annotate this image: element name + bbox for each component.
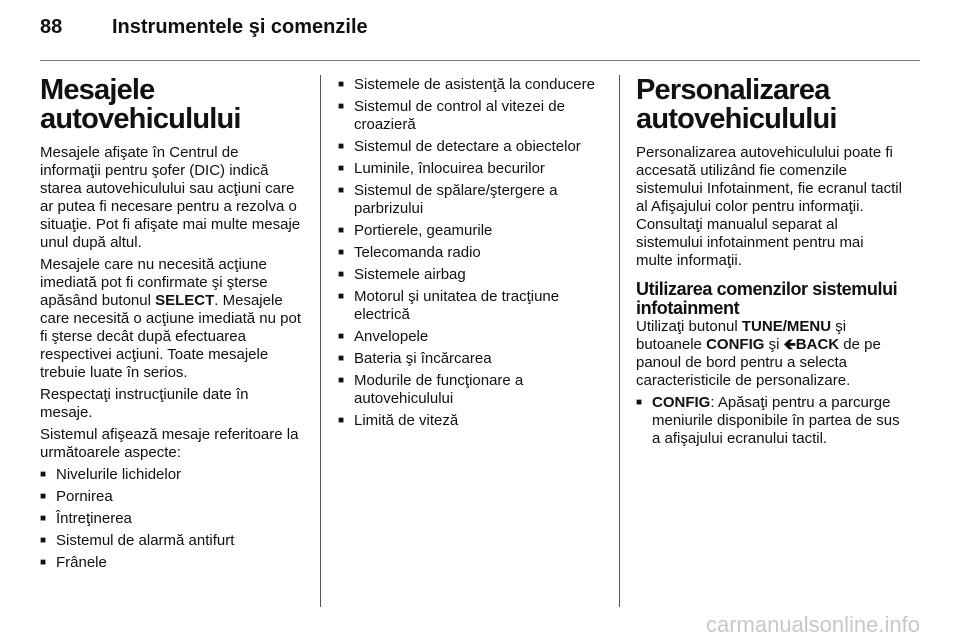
- list-item: ■ Nivelurile lichidelor: [40, 466, 302, 484]
- back-button-label: 🡸BACK: [783, 336, 840, 353]
- paragraph-text: Mesajele care nu necesită acţiune imediată pot fi confirmate şi şterse apăsând butonul: [40, 256, 268, 309]
- messages-paragraph-1: Mesajele afişate în Centrul de informaţii pentru şofer (DIC) indică starea autovehiculului sau acţiuni care ar putea fi necesare pentru a rezolva o situaţie. Pot fi afişate mai multe mesaje unul după altul.: [40, 144, 301, 251]
- paragraph-text: de pe panoul de bord pentru a selecta caracteristicile de personalizare.: [636, 336, 881, 389]
- config-bullet-list: [636, 394, 904, 448]
- column-message-topics: [338, 76, 606, 434]
- personalization-paragraph-1: Personalizarea autovehiculului poate fi accesată utilizând fie comenzile sistemului Infotainment, fie ecranul tactil al Afişajului color pentru informaţii. Consultaţi manualul separat al sistemului infotainment pentru mai multe informaţii.: [636, 144, 902, 269]
- list-item: ■ Motorul şi unitatea de tracţiune electrică: [338, 288, 606, 324]
- tune-menu-button-label: TUNE/MENU: [741, 318, 832, 335]
- watermark: carmanualsonline.info: [705, 612, 920, 637]
- page-header: [40, 16, 368, 39]
- paragraph-text: . Mesajele care necesită o acţiune imediată nu pot fi şterse decât după efectuarea respectivei acţiuni. Toate mesajele trebuie luate în serios.: [40, 292, 301, 381]
- config-button-label: CONFIG: [706, 336, 765, 353]
- list-item: ■ Bateria şi încărcarea: [338, 350, 606, 368]
- list-item: ■ Luminile, înlocuirea becurilor: [338, 160, 606, 178]
- column-divider: [619, 75, 620, 607]
- list-item: ■ Modurile de funcţionare a autovehiculului: [338, 372, 606, 408]
- column-personalization: [636, 76, 904, 452]
- column-messages: [40, 76, 302, 576]
- subsection-title-infotainment: Utilizarea comenzilor sistemului infotainment: [636, 279, 898, 318]
- config-label: CONFIG: [652, 394, 711, 411]
- list-item: ■ Sistemele airbag: [338, 266, 606, 284]
- column-divider: [320, 75, 321, 607]
- messages-paragraph-3: Respectaţi instrucţiunile date în mesaje.: [40, 386, 249, 421]
- list-item: ■ Portierele, geamurile: [338, 222, 606, 240]
- list-item: ■ Anvelopele: [338, 328, 606, 346]
- messages-paragraph-4: Sistemul afişează mesaje referitoare la următoarele aspecte:: [40, 426, 299, 461]
- list-item: ■ Frânele: [40, 554, 302, 572]
- paragraph-text: şi: [764, 336, 784, 353]
- messages-paragraph-2: [40, 256, 302, 382]
- list-item: ■ Sistemul de spălare/ştergere a parbrizului: [338, 182, 606, 218]
- header-divider: [40, 60, 920, 61]
- messages-topic-list-continued: [338, 76, 606, 430]
- list-item: [636, 394, 904, 448]
- personalization-paragraph-2: [636, 318, 904, 390]
- list-item: ■ Întreţinerea: [40, 510, 302, 528]
- list-item: ■ Sistemul de control al vitezei de croazieră: [338, 98, 606, 134]
- list-item: ■ Telecomanda radio: [338, 244, 606, 262]
- list-item: ■ Pornirea: [40, 488, 302, 506]
- list-item: ■ Sistemul de detectare a obiectelor: [338, 138, 606, 156]
- list-item: ■ Sistemul de alarmă antifurt: [40, 532, 302, 550]
- paragraph-text: şi butoanele: [636, 318, 847, 353]
- list-item: ■ Sistemele de asistenţă la conducere: [338, 76, 606, 94]
- chapter-title: Instrumentele şi comenzile: [112, 16, 368, 38]
- list-item: ■ Limită de viteză: [338, 412, 606, 430]
- section-title-personalization: Personalizarea autovehiculului: [636, 74, 837, 135]
- config-description: : Apăsaţi pentru a parcurge meniurile disponibile în partea de sus a afişajului ecranului tactil.: [652, 394, 900, 447]
- page-number: 88: [40, 16, 63, 38]
- messages-topic-list: [40, 466, 302, 572]
- select-button-label: SELECT: [155, 292, 215, 309]
- paragraph-text: Utilizaţi butonul: [636, 318, 742, 335]
- section-title-messages: Mesajele autovehiculului: [40, 74, 241, 135]
